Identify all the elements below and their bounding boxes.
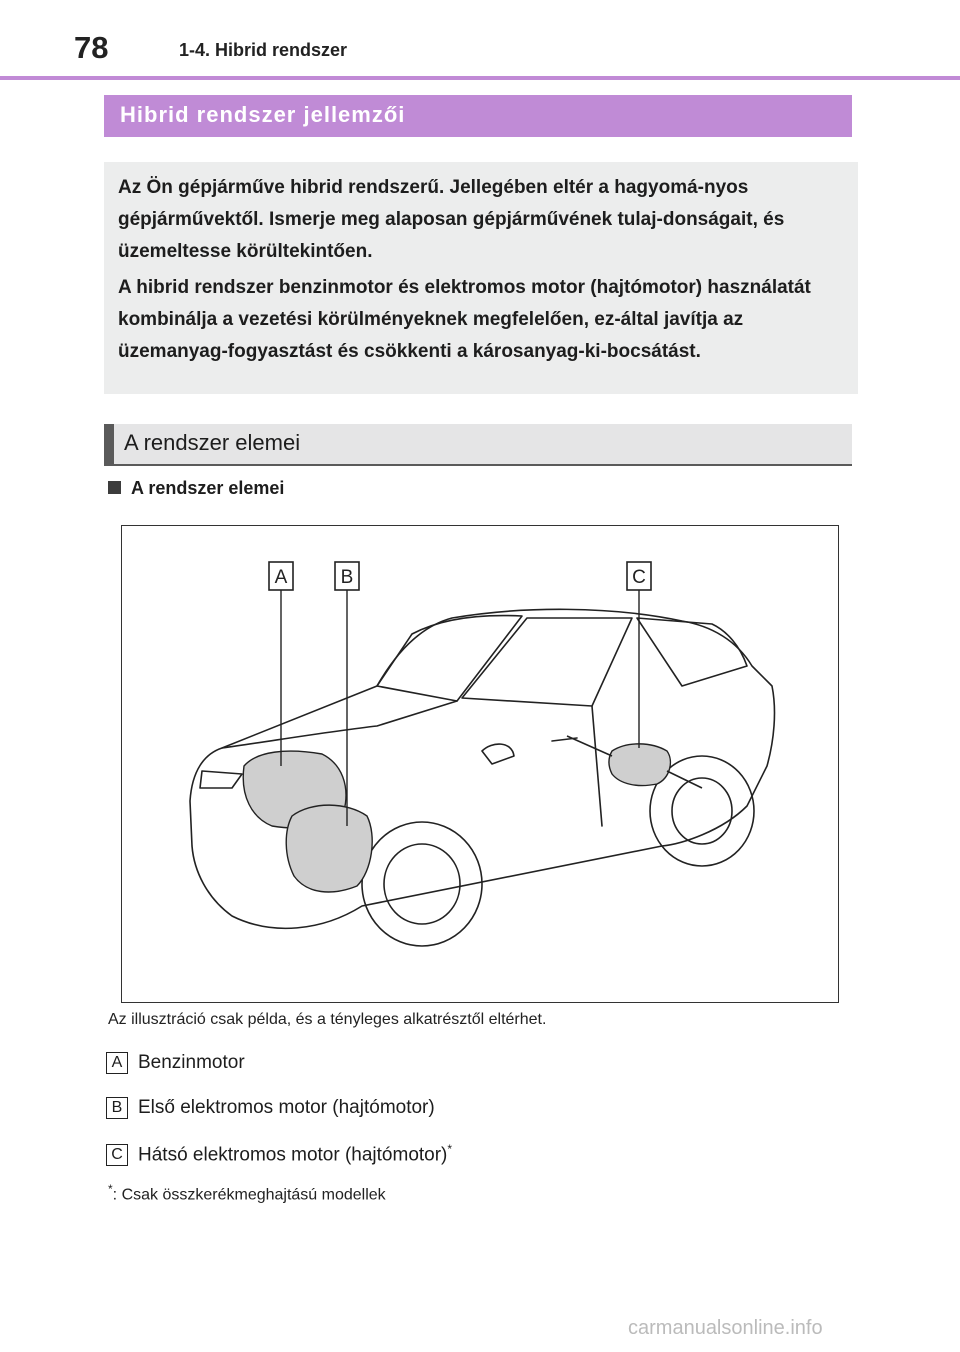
car-headlight: [200, 771, 242, 788]
front-wheel-rim: [384, 844, 460, 924]
car-door-line: [592, 706, 602, 826]
legend-item-b: [106, 1097, 435, 1119]
legend-key-b: B: [106, 1097, 128, 1119]
subsection-title: A rendszer elemei: [124, 430, 301, 455]
figure-label-c: C: [632, 567, 646, 588]
rear-axle-right: [667, 771, 702, 788]
legend-c-asterisk: *: [447, 1142, 453, 1156]
header-divider: [0, 76, 960, 80]
intro-paragraph-2: A hibrid rendszer benzinmotor és elektromos motor (hajtómotor) használatát kombinálja a vezetési körülményeknek megfelelően, ez-által javítja az üzemanyag-fogyasztást és csökkenti a károsanyag-ki-bocsátást.: [118, 277, 811, 362]
page-number: 78: [74, 30, 109, 65]
car-side-mirror: [482, 744, 514, 764]
rear-axle-left: [567, 736, 612, 756]
front-motor-block: [286, 805, 372, 892]
front-wheel: [362, 822, 482, 946]
watermark: carmanualsonline.info: [628, 1317, 823, 1339]
footnote: [108, 1182, 386, 1204]
footnote-mark: *: [108, 1182, 113, 1196]
figure-label-b: B: [340, 567, 354, 588]
subsubsection-title: A rendszer elemei: [131, 478, 285, 498]
intro-box: [104, 162, 858, 394]
intro-paragraph-1: Az Ön gépjárműve hibrid rendszerű. Jellegében eltér a hagyomá-nyos gépjárművektől. Ismerje meg alaposan gépjárművének tulaj-donságait, és üzemeltesse körültekintően.: [118, 177, 785, 262]
subsection-bar: [104, 424, 852, 466]
subsubsection-heading: [108, 478, 284, 499]
rear-motor-block: [609, 744, 670, 786]
legend-key-c: C: [106, 1144, 128, 1166]
car-rear-window: [637, 618, 747, 686]
car-illustration: [121, 525, 839, 1003]
car-windshield: [377, 616, 522, 701]
figure-caption: Az illusztráció csak példa, és a tényleges alkatrésztől eltérhet.: [108, 1011, 547, 1028]
section-title: 1-4. Hibrid rendszer: [179, 40, 348, 60]
legend-key-a: A: [106, 1052, 128, 1074]
car-hood-line: [222, 701, 457, 748]
legend-item-c: [106, 1142, 452, 1166]
square-bullet-icon: [108, 481, 121, 494]
figure-label-a: A: [274, 567, 288, 588]
legend-item-a: [106, 1052, 245, 1074]
title-bar: [104, 95, 852, 137]
footnote-text: : Csak összkerékmeghajtású modellek: [112, 1186, 386, 1204]
page-title: Hibrid rendszer jellemzői: [120, 102, 406, 127]
legend-text-c: Hátsó elektromos motor (hajtómotor): [138, 1144, 448, 1166]
legend-text-a: Benzinmotor: [138, 1052, 245, 1073]
legend-text-b: Első elektromos motor (hajtómotor): [138, 1097, 435, 1118]
